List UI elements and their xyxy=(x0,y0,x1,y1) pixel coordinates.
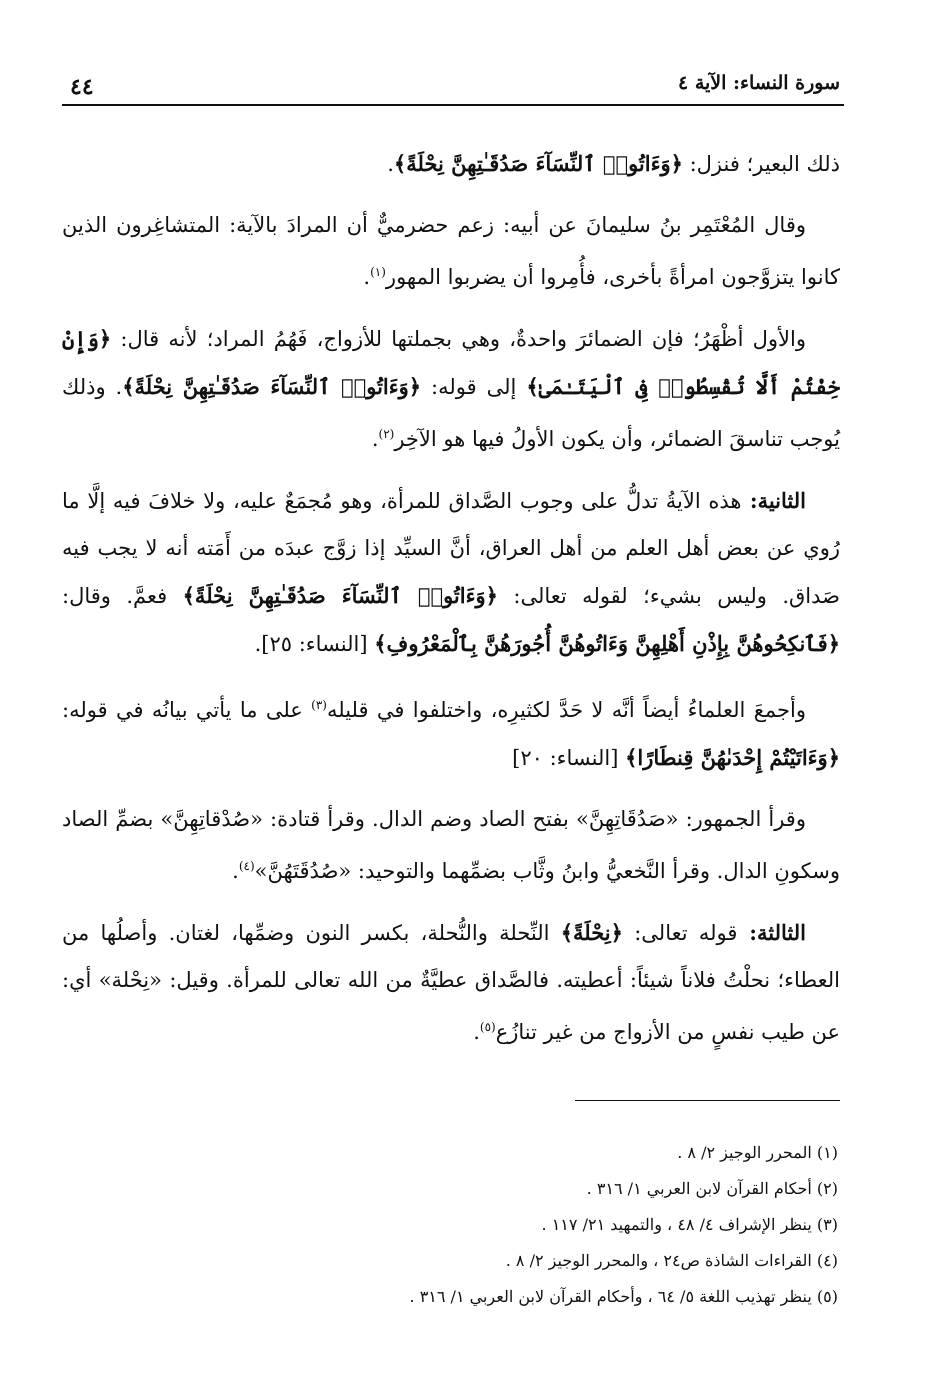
paragraph xyxy=(62,909,840,1056)
paragraph xyxy=(62,682,840,782)
section-heading: الثالثة: xyxy=(737,920,807,945)
book-page xyxy=(62,60,844,1350)
paragraph xyxy=(62,140,840,188)
footnote-ref: (٥) xyxy=(479,1020,496,1034)
footnotes xyxy=(62,1135,838,1315)
paragraph xyxy=(62,477,840,668)
text-run: . xyxy=(473,1020,480,1044)
main-text xyxy=(62,140,840,1070)
footnote-ref: (٤) xyxy=(238,859,255,873)
running-header xyxy=(62,60,844,106)
text-run: قوله تعالى: xyxy=(622,921,738,945)
text-run: وقرأ الجمهور: «صَدُقَاتِهِنَّ» بفتح الصاد وضم الدال. وقرأ قتادة: «صُدْقاتِهِنَّ» بضمِّ الصاد وسكونِ الدال. وقرأ النَّخعيُّ وابنُ وثَّاب بضمِّهما والتوحيد: «صُدُقَتَهُنَّ» xyxy=(62,807,840,883)
quran-quote: ﴿فَٱنكِحُوهُنَّ بِإِذْنِ أَهْلِهِنَّ وَءَاتُوهُنَّ أُجُورَهُنَّ بِٱلْمَعْرُوفِ﴾ xyxy=(374,631,840,656)
section-heading: الثانية: xyxy=(741,488,806,513)
footnote-ref: (٣) xyxy=(311,698,327,712)
text-run: ذلك البعير؛ فنزل: xyxy=(682,152,840,176)
text-run: . xyxy=(363,265,371,289)
text-run: . xyxy=(232,859,239,883)
footnote-ref: (٢) xyxy=(378,427,395,441)
quran-quote: ﴿وَءَاتُوا۟ ٱلنِّسَآءَ صَدُقَـٰتِهِنَّ نِحْلَةً﴾ xyxy=(393,151,683,176)
footnote: (٥) ينظر تهذيب اللغة ٥/ ٦٤ ، وأحكام القرآن لابن العربي ١/ ٣١٦ . xyxy=(409,1287,838,1306)
footnote-ref: (١) xyxy=(370,265,386,279)
text-run: وقال المُعْتَمِر بنُ سليمانَ عن أبيه: زعم حضرميٌّ أن المرادَ بالآية: المتشاغِرون الذين كانوا يتزوَّجون امرأةً بأخرى، فأُمِروا أن يضربوا المهور xyxy=(62,213,840,289)
text-run: . وذلك يُوجب تناسقَ الضمائر، وأن يكون الأولُ فيها هو الآخِر xyxy=(62,375,840,451)
footnote: (٣) ينظر الإشراف ٤/ ٤٨ ، والتمهيد ٢١/ ١١٧ . xyxy=(541,1215,838,1234)
quran-quote: ﴿نِحْلَةً﴾ xyxy=(560,920,623,945)
text-run: النِّحلة والنُّحلة، بكسر النون وضمِّها، لغتان. وأصلُها من العطاء؛ نحلْتُ فلاناً شيئاً: أعطيته. فالصَّداق عطيَّةٌ من الله تعالى للمرأة. وقيل: «نِحْلة» أي: عن طيب نفسٍ من الأزواج من غير تنازُع xyxy=(62,921,840,1044)
text-run: وأجمعَ العلماءُ أيضاً أنَّه لا حَدَّ لكثيرِه، واختلفوا في قليله xyxy=(326,698,806,722)
text-run: فعمَّ. وقال: xyxy=(62,584,183,608)
text-run: هذه الآيةُ تدلُّ على وجوب الصَّداق للمرأة، وهو مُجمَعٌ عليه، ولا خلافَ فيه إلَّا ما رُوي عن بعض أهل العلم من أهل العراق، أنَّ السيِّد إذا زوَّج عبدَه من أَمَته أنه لا يجب فيه صَداق. وليس بشيء؛ لقوله تعالى: xyxy=(62,489,840,608)
footnote: (١) المحرر الوجيز ٢/ ٨ . xyxy=(677,1143,838,1162)
quran-quote: ﴿وَءَاتُوا۟ ٱلنِّسَآءَ صَدُقَـٰتِهِنَّ نِحْلَةً﴾ xyxy=(182,583,498,608)
footnote-separator xyxy=(575,1100,840,1101)
text-run: [النساء: ٢٥]. xyxy=(254,632,375,656)
quran-quote: ﴿وَإِنْ خِفْتُمْ أَلَّا تُقْسِطُوا۟ فِى ٱلْيَتَـٰمَىٰ﴾ xyxy=(62,326,841,399)
quran-quote: ﴿وَءَاتَيْتُمْ إِحْدَىٰهُنَّ قِنطَارًا﴾ xyxy=(625,745,840,770)
footnote: (٢) أحكام القرآن لابن العربي ١/ ٣١٦ . xyxy=(586,1179,838,1198)
text-run: . xyxy=(371,427,379,451)
paragraph xyxy=(62,315,840,463)
paragraph xyxy=(62,796,840,895)
paragraph xyxy=(62,202,840,301)
text-run: [النساء: ٢٠] xyxy=(512,746,626,770)
text-run: على ما يأتي بيانُه في قوله: xyxy=(62,698,312,722)
chapter-title: سورة النساء: الآية ٤ xyxy=(677,72,840,94)
text-run: والأول أظْهَرُ؛ فإن الضمائرَ واحدةٌ، وهي بجملتها للأزواج، فَهُمُ المراد؛ لأنه قال: xyxy=(111,327,806,351)
text-run: . xyxy=(387,152,394,176)
text-run: إلى قوله: xyxy=(421,375,527,399)
page-number: ٤٤ xyxy=(70,74,94,100)
footnote: (٤) القراءات الشاذة ص٢٤ ، والمحرر الوجيز ٢/ ٨ . xyxy=(505,1251,838,1270)
quran-quote: ﴿وَءَاتُوا۟ ٱلنِّسَآءَ صَدُقَـٰتِهِنَّ نِحْلَةً﴾ xyxy=(122,374,422,399)
